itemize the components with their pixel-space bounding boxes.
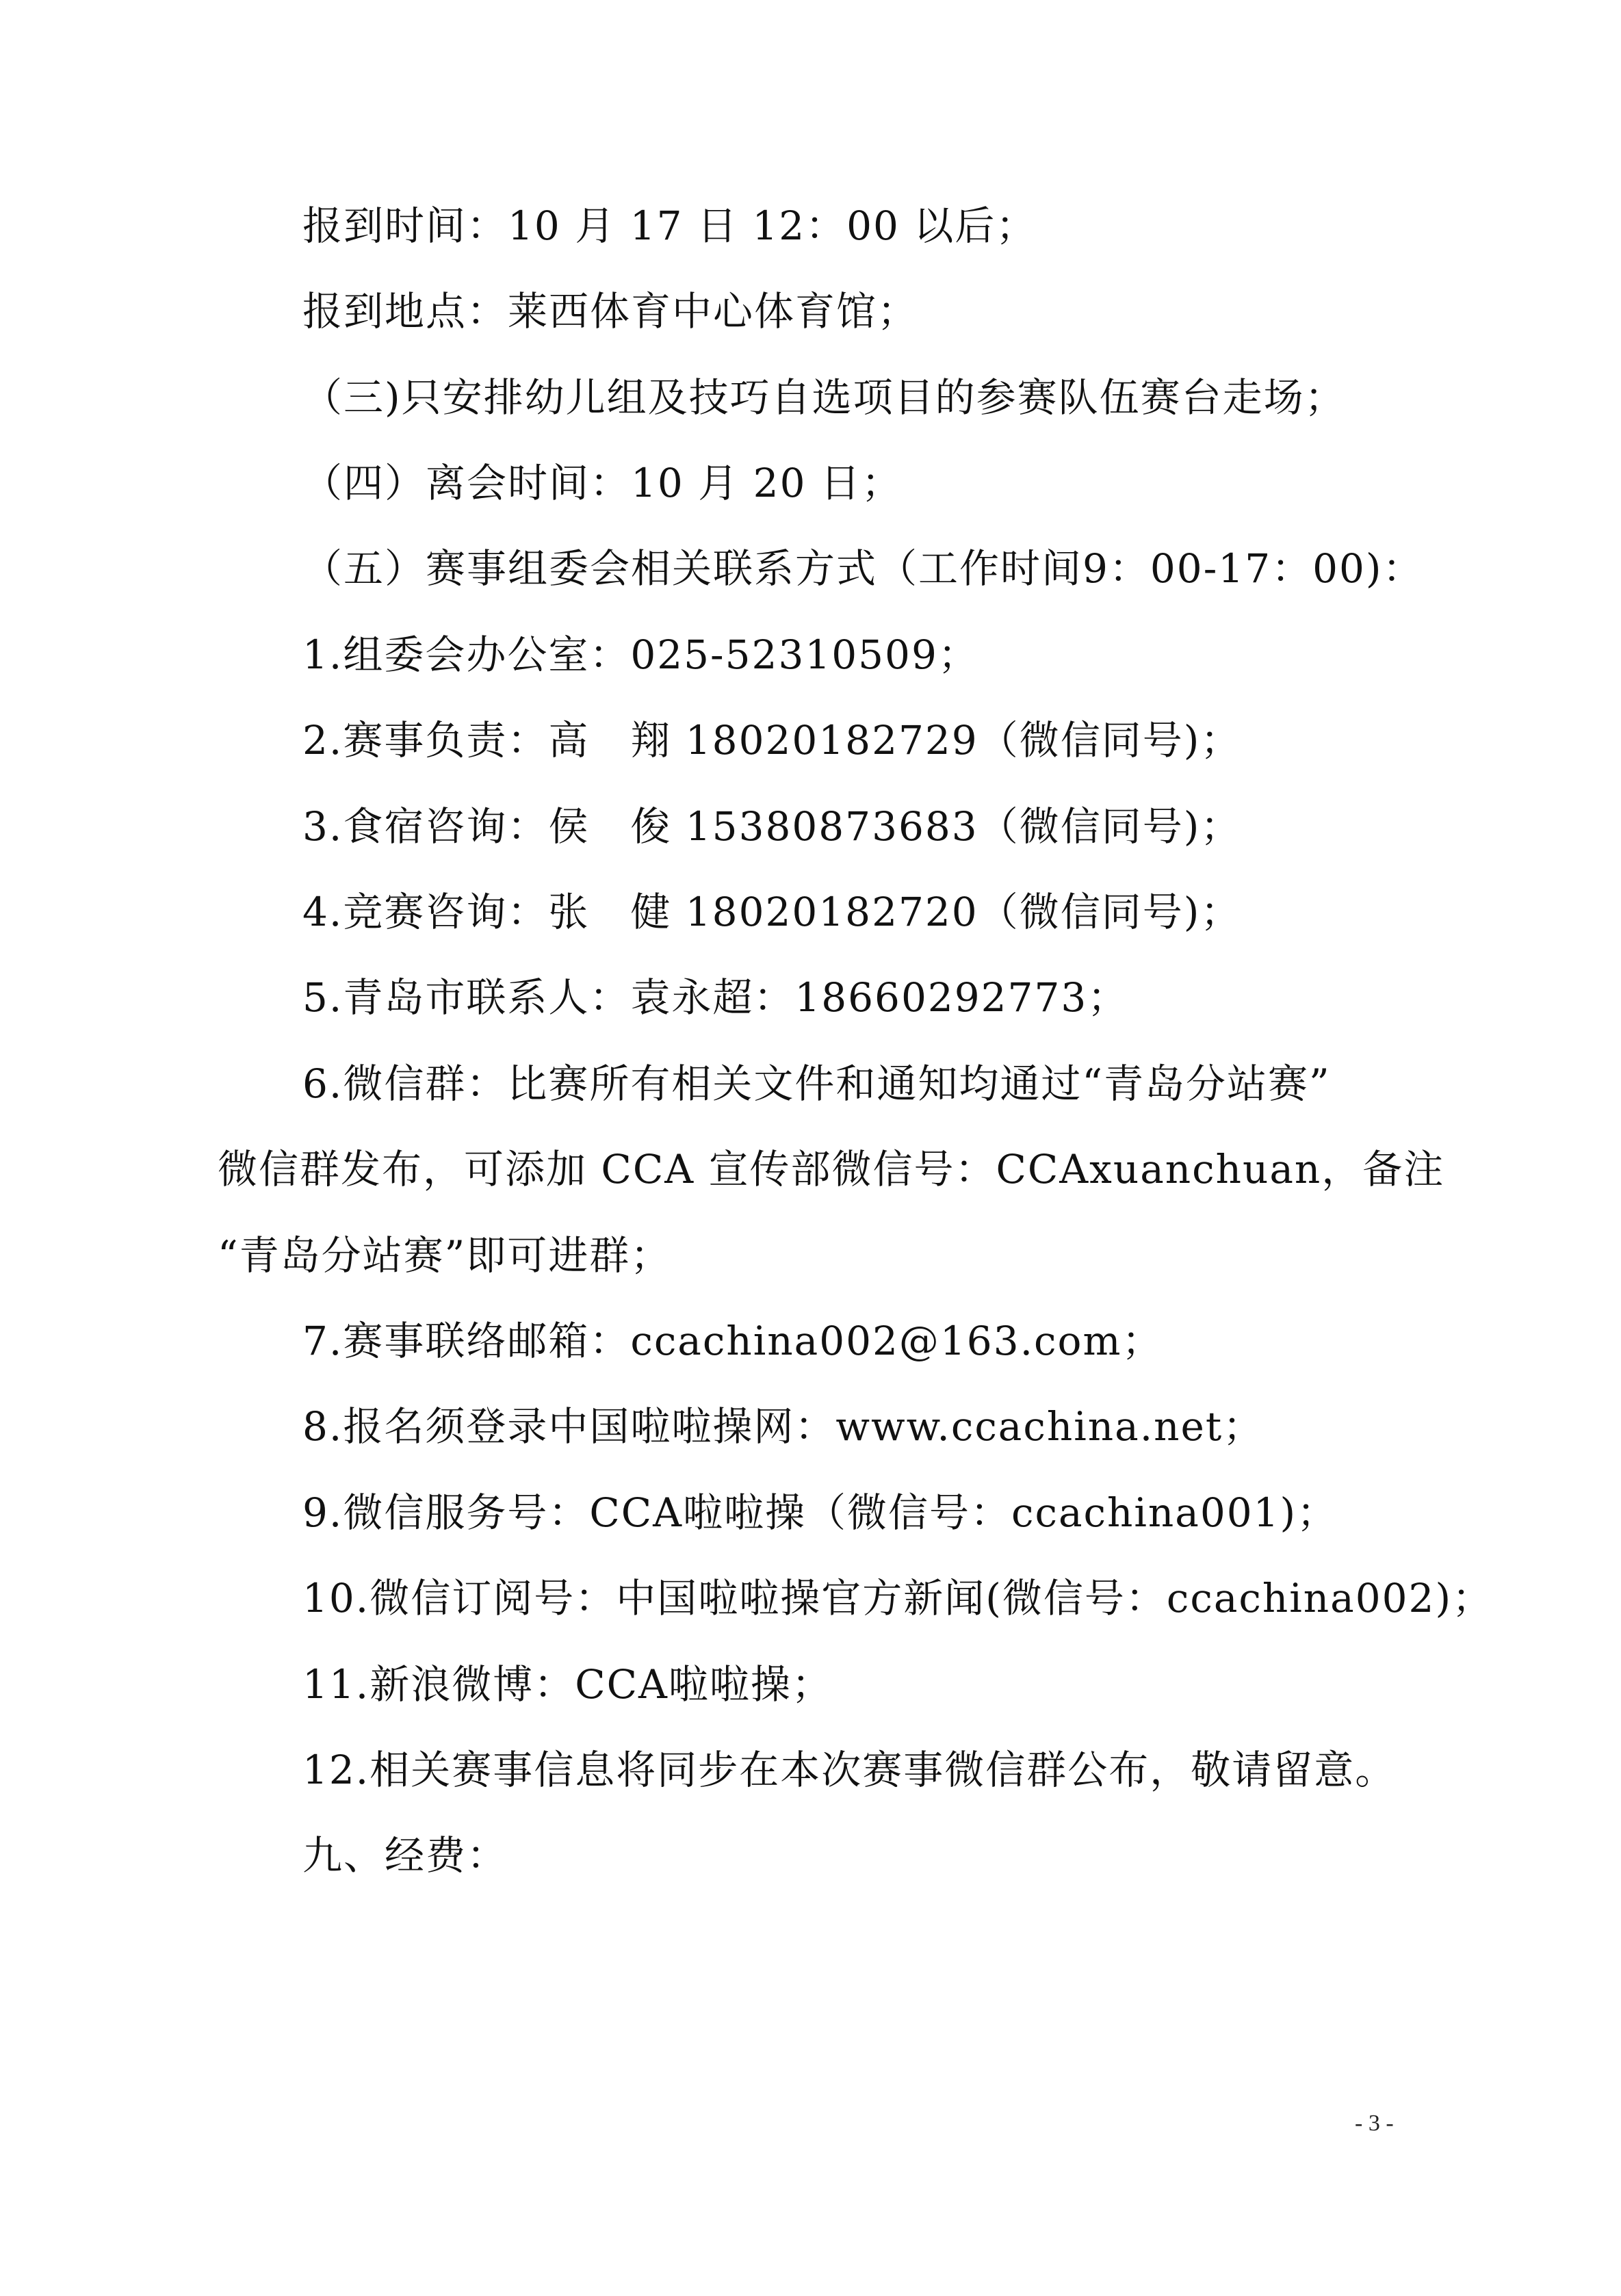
departure-time-line: （四）离会时间：10 月 20 日； bbox=[302, 460, 903, 506]
rehearsal-note-line: （三)只安排幼儿组及技巧自选项目的参赛队伍赛台走场； bbox=[302, 374, 1346, 421]
qingdao-contact-line: 5.青岛市联系人：袁永超：18660292773； bbox=[302, 974, 1129, 1021]
contact-heading-line: （五）赛事组委会相关联系方式（工作时间9：00-17：00)： bbox=[302, 545, 1424, 592]
page-number: - 3 - bbox=[1355, 2111, 1394, 2136]
wechat-group-line-1: 6.微信群：比赛所有相关文件和通知均通过“青岛分站赛” bbox=[302, 1060, 1331, 1107]
wechat-service-line: 9.微信服务号：CCA啦啦操（微信号：ccachina001)； bbox=[302, 1489, 1338, 1536]
checkin-time-line: 报到时间：10 月 17 日 12：00 以后； bbox=[302, 203, 1037, 249]
wechat-subscription-line: 10.微信订阅号：中国啦啦操官方新闻(微信号：ccachina002)； bbox=[302, 1575, 1494, 1621]
checkin-location-line: 报到地点：莱西体育中心体育馆； bbox=[302, 288, 919, 335]
competition-contact-line: 4.竞赛咨询：张 健 18020182720（微信同号)； bbox=[302, 889, 1242, 935]
weibo-line: 11.新浪微博：CCA啦啦操； bbox=[302, 1661, 833, 1708]
funding-heading-line: 九、经费： bbox=[302, 1832, 508, 1879]
registration-site-line: 8.报名须登录中国啦啦操网：www.ccachina.net； bbox=[302, 1403, 1265, 1450]
office-contact-line: 1.组委会办公室：025-52310509； bbox=[302, 631, 979, 678]
lodging-contact-line: 3.食宿咨询：侯 俊 15380873683（微信同号)； bbox=[302, 803, 1242, 850]
wechat-group-line-3: “青岛分站赛”即可进群； bbox=[218, 1232, 672, 1279]
wechat-group-line-2: 微信群发布，可添加 CCA 宣传部微信号：CCAxuanchuan，备注 bbox=[218, 1146, 1445, 1192]
email-line: 7.赛事联络邮箱：ccachina002@163.com； bbox=[302, 1318, 1163, 1364]
event-info-line: 12.相关赛事信息将同步在本次赛事微信群公布，敬请留意。 bbox=[302, 1747, 1397, 1793]
event-lead-contact-line: 2.赛事负责：高 翔 18020182729（微信同号)； bbox=[302, 717, 1242, 764]
